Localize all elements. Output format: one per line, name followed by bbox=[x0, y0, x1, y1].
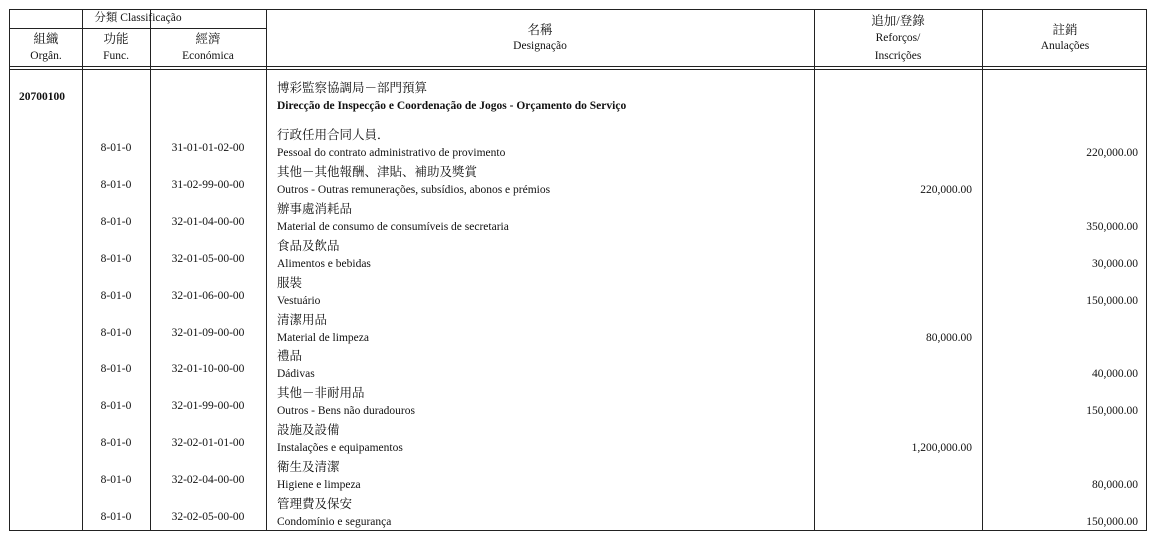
row-funcional-code: 8-01-0 bbox=[100, 289, 132, 302]
row-designacao-pt: Condomínio e segurança bbox=[277, 516, 392, 528]
row-designacao-pt: Instalações e equipamentos bbox=[277, 442, 403, 455]
row-economica-code: 31-01-01-02-00 bbox=[171, 142, 245, 154]
row-anulacao-amount: 80,000.00 bbox=[1092, 479, 1138, 492]
row-designacao-zh: 衛生及清潔 bbox=[277, 460, 340, 475]
row-designacao-pt: Pessoal do contrato administrativo de provimento bbox=[277, 147, 506, 159]
row-economica-code: 31-02-99-00-00 bbox=[171, 178, 245, 191]
row-funcional-code: 8-01-0 bbox=[100, 437, 132, 450]
organica-header-pt: Orgân. bbox=[30, 50, 62, 62]
row-designacao-pt: Dádivas bbox=[277, 368, 315, 381]
row-economica-code: 32-01-06-00-00 bbox=[171, 289, 245, 302]
row-funcional-code: 8-01-0 bbox=[100, 400, 132, 413]
row-designacao-zh: 其他－非耐用品 bbox=[277, 386, 365, 401]
reforcos-header-pt: Inscrições bbox=[874, 50, 922, 62]
service-name-pt: Direcção de Inspecção e Coordenação de Jogos - Orçamento do Serviço bbox=[277, 100, 627, 112]
economica-header-pt: Económica bbox=[182, 50, 234, 62]
anulacoes-header-pt: Anulações bbox=[1040, 40, 1090, 52]
row-designacao-pt: Outros - Outras remunerações, subsídios, abonos e prémios bbox=[277, 183, 551, 196]
row-designacao-zh: 食品及飲品 bbox=[277, 238, 340, 253]
reforcos-header-zh: 追加/登錄 bbox=[871, 14, 925, 28]
column-divider bbox=[266, 10, 267, 530]
row-funcional-code: 8-01-0 bbox=[100, 142, 132, 154]
row-designacao-pt: Higiene e limpeza bbox=[277, 479, 361, 492]
anulacoes-header-zh: 註銷 bbox=[1052, 23, 1078, 37]
organica-header-zh: 組織 bbox=[33, 32, 59, 46]
economica-header-zh: 經濟 bbox=[195, 32, 221, 46]
row-designacao-zh: 其他－其他報酬、津貼、補助及獎賞 bbox=[277, 164, 478, 179]
row-anulacao-amount: 220,000.00 bbox=[1086, 147, 1138, 159]
column-divider bbox=[150, 10, 151, 530]
row-economica-code: 32-01-10-00-00 bbox=[171, 363, 245, 376]
row-funcional-code: 8-01-0 bbox=[100, 178, 132, 191]
row-reforco-amount: 80,000.00 bbox=[926, 331, 972, 344]
row-designacao-zh: 設施及設備 bbox=[277, 423, 340, 438]
row-designacao-pt: Material de limpeza bbox=[277, 331, 369, 344]
row-designacao-pt: Material de consumo de consumíveis de secretaria bbox=[277, 220, 509, 233]
row-funcional-code: 8-01-0 bbox=[100, 474, 132, 487]
row-reforco-amount: 1,200,000.00 bbox=[911, 442, 972, 455]
designacao-header-zh: 名稱 bbox=[527, 23, 553, 37]
row-economica-code: 32-01-05-00-00 bbox=[171, 252, 245, 265]
header-divider bbox=[10, 66, 1146, 67]
row-anulacao-amount: 150,000.00 bbox=[1086, 516, 1138, 528]
row-reforco-amount: 220,000.00 bbox=[920, 183, 972, 196]
funcional-header-zh: 功能 bbox=[103, 32, 129, 46]
row-funcional-code: 8-01-0 bbox=[100, 215, 132, 228]
row-economica-code: 32-01-04-00-00 bbox=[171, 215, 245, 228]
row-economica-code: 32-01-09-00-00 bbox=[171, 326, 245, 339]
funcional-header-pt: Func. bbox=[103, 50, 129, 62]
row-funcional-code: 8-01-0 bbox=[100, 252, 132, 265]
row-anulacao-amount: 30,000.00 bbox=[1092, 257, 1138, 270]
row-funcional-code: 8-01-0 bbox=[100, 326, 132, 339]
row-designacao-pt: Alimentos e bebidas bbox=[277, 257, 371, 270]
row-designacao-zh: 清潔用品 bbox=[277, 312, 328, 327]
classificacao-header: 分類 Classificação bbox=[94, 12, 182, 24]
header-divider bbox=[10, 69, 1146, 70]
header-divider bbox=[10, 28, 266, 29]
service-name-zh: 博彩監察協調局－部門預算 bbox=[277, 81, 428, 95]
row-designacao-zh: 禮品 bbox=[277, 349, 303, 364]
service-code: 20700100 bbox=[19, 91, 65, 103]
reforcos-header-pt: Reforços/ bbox=[875, 32, 921, 44]
row-designacao-zh: 服裝 bbox=[277, 275, 303, 290]
designacao-header-pt: Designação bbox=[513, 40, 567, 52]
row-anulacao-amount: 350,000.00 bbox=[1086, 220, 1138, 233]
row-economica-code: 32-02-05-00-00 bbox=[171, 511, 245, 523]
row-anulacao-amount: 150,000.00 bbox=[1086, 294, 1138, 307]
row-funcional-code: 8-01-0 bbox=[100, 363, 132, 376]
row-economica-code: 32-02-04-00-00 bbox=[171, 474, 245, 487]
row-designacao-pt: Vestuário bbox=[277, 294, 321, 307]
row-designacao-pt: Outros - Bens não duradouros bbox=[277, 405, 415, 418]
row-designacao-zh: 辦事處消耗品 bbox=[277, 201, 353, 216]
row-economica-code: 32-02-01-01-00 bbox=[171, 437, 245, 450]
column-divider bbox=[82, 10, 83, 530]
row-funcional-code: 8-01-0 bbox=[100, 511, 132, 523]
row-anulacao-amount: 150,000.00 bbox=[1086, 405, 1138, 418]
row-designacao-zh: 管理費及保安 bbox=[277, 497, 353, 511]
row-designacao-zh: 行政任用合同人員． bbox=[277, 128, 390, 142]
row-anulacao-amount: 40,000.00 bbox=[1092, 368, 1138, 381]
budget-table bbox=[9, 9, 1147, 531]
row-economica-code: 32-01-99-00-00 bbox=[171, 400, 245, 413]
